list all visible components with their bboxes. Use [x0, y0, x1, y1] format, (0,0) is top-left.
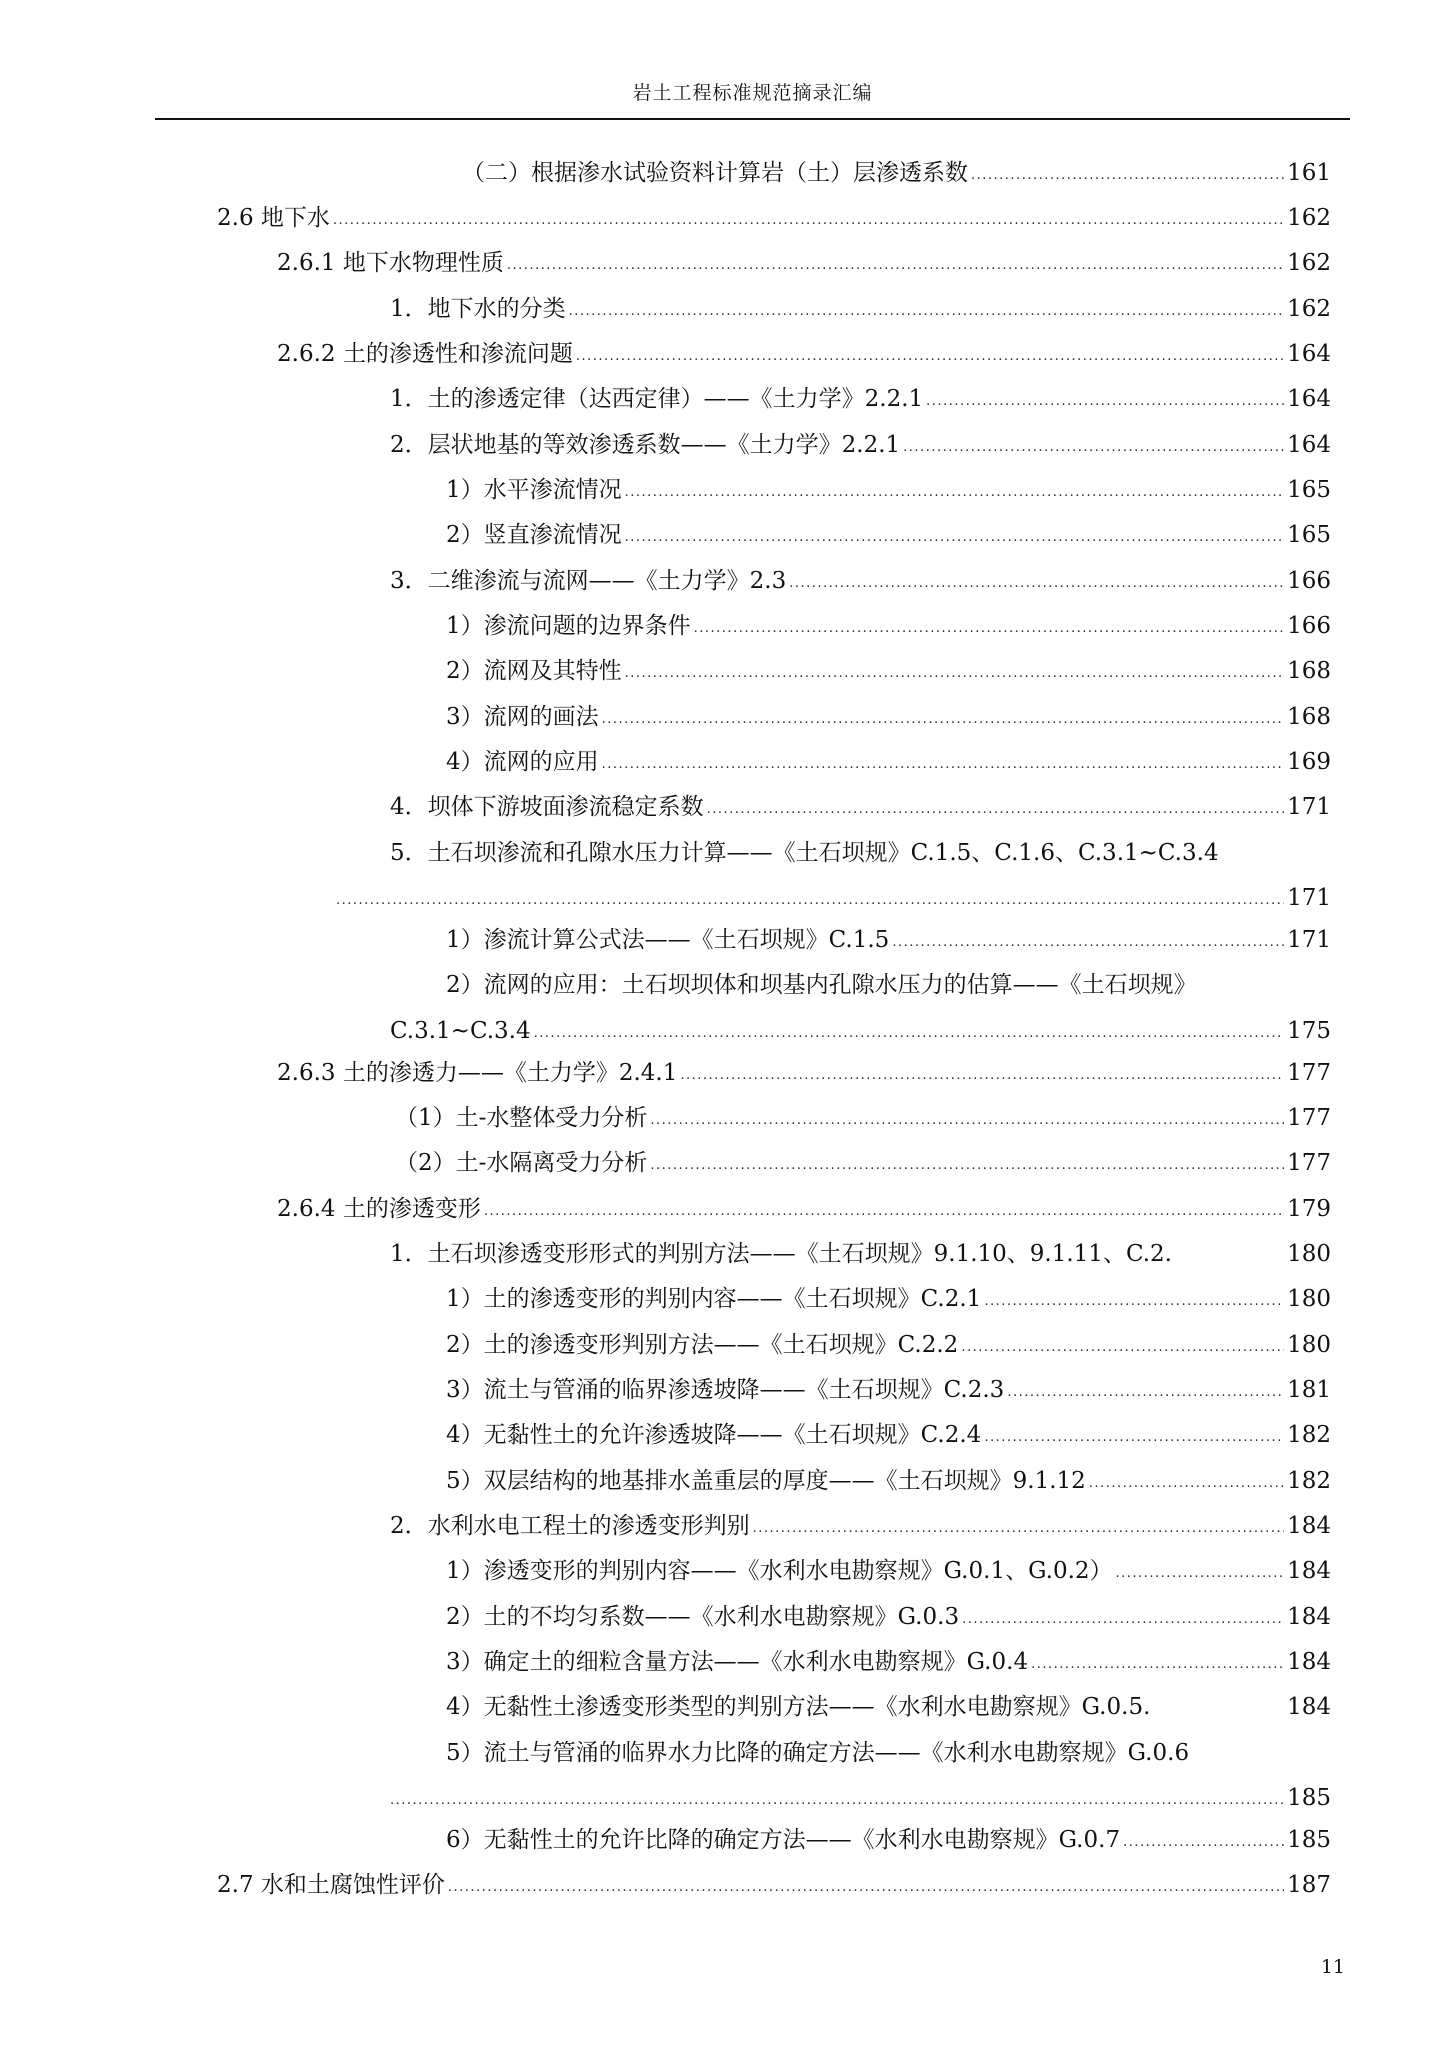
toc-entry-page: 187 — [1287, 1872, 1331, 1898]
leader-dots — [602, 750, 1284, 780]
leader-dots — [576, 342, 1284, 372]
toc-entry[interactable] — [446, 475, 1331, 509]
toc-entry-page: 184 — [1287, 1558, 1331, 1584]
leader-dots — [625, 659, 1284, 689]
toc-entry-title: 1）渗透变形的判别内容——《水利水电勘察规》G.0.1、G.0.2） — [446, 1558, 1113, 1584]
leader-dots — [984, 1423, 1284, 1453]
toc-entry-title: 2）土的渗透变形判别方法——《土石坝规》C.2.2 — [446, 1332, 959, 1358]
leader-dots — [625, 478, 1284, 508]
toc-entry[interactable] — [390, 1016, 1331, 1050]
toc-entry-title: 2.6 地下水 — [217, 205, 330, 231]
toc-entry[interactable] — [336, 883, 1331, 917]
toc-entry-page: 180 — [1287, 1241, 1331, 1267]
toc-entry[interactable] — [217, 1870, 1331, 1904]
toc-entry-title: 1）渗流计算公式法——《土石坝规》C.1.5 — [446, 927, 890, 953]
leader-dots — [1123, 1828, 1284, 1858]
toc-entry[interactable] — [277, 1058, 1331, 1092]
toc-entry[interactable] — [462, 158, 1331, 192]
toc-entry-title: 2）土的不均匀系数——《水利水电勘察规》G.0.3 — [446, 1604, 960, 1630]
toc-entry-page: 184 — [1287, 1649, 1331, 1675]
toc-entry[interactable] — [446, 925, 1331, 959]
leader-dots — [1007, 1378, 1284, 1408]
toc-entry[interactable] — [446, 611, 1331, 645]
toc-entry[interactable] — [277, 339, 1331, 373]
leader-dots — [984, 1287, 1284, 1317]
toc-entry[interactable] — [390, 792, 1331, 826]
toc-entry-page: 164 — [1287, 432, 1331, 458]
toc-entry[interactable] — [446, 1466, 1331, 1500]
toc-entry-title: 2）流网及其特性 — [446, 658, 622, 684]
toc-entry-page: 175 — [1287, 1018, 1331, 1044]
leader-dots — [534, 1019, 1284, 1049]
toc-entry-page: 185 — [1287, 1827, 1331, 1853]
toc-entry-title: （2）土-水隔离受力分析 — [395, 1150, 648, 1176]
toc-entry-title: 2．层状地基的等效渗透系数——《土力学》2.2.1 — [390, 432, 901, 458]
toc-entry[interactable] — [446, 1602, 1331, 1636]
toc-entry[interactable] — [390, 384, 1331, 418]
toc-entry-title: 3．二维渗流与流网——《土力学》2.3 — [390, 568, 787, 594]
toc-entry-page: 177 — [1287, 1060, 1331, 1086]
toc-entry[interactable] — [446, 656, 1331, 690]
toc-entry-title: 1）渗流问题的边界条件 — [446, 613, 691, 639]
leader-dots — [1031, 1650, 1284, 1680]
toc-entry[interactable] — [277, 1194, 1331, 1228]
toc-entry-title: 6）无黏性土的允许比降的确定方法——《水利水电勘察规》G.0.7 — [446, 1827, 1121, 1853]
toc-entry[interactable] — [390, 1783, 1331, 1817]
toc-entry-page: 165 — [1287, 477, 1331, 503]
toc-entry[interactable] — [277, 248, 1331, 282]
toc-entry-title: 4）流网的应用 — [446, 749, 599, 775]
toc-entry[interactable] — [446, 747, 1331, 781]
toc-entry-title[interactable]: 5．土石坝渗流和孔隙水压力计算——《土石坝规》C.1.5、C.1.6、C.3.1~C.3.4 — [390, 840, 1219, 866]
leader-dots — [926, 387, 1284, 417]
toc-entry-page: 166 — [1287, 568, 1331, 594]
toc-entry-page: 184 — [1287, 1694, 1331, 1720]
toc-entry-title[interactable]: 2）流网的应用：土石坝坝体和坝基内孔隙水压力的估算——《土石坝规》 — [446, 972, 1197, 998]
toc-entry-title: 2.7 水和土腐蚀性评价 — [217, 1872, 445, 1898]
leader-dots — [484, 1197, 1284, 1227]
toc-entry-page: 164 — [1287, 386, 1331, 412]
toc-entry-title: 2.6.4 土的渗透变形 — [277, 1196, 481, 1222]
toc-entry-page: 177 — [1287, 1150, 1331, 1176]
toc-entry-title: 2）竖直渗流情况 — [446, 522, 622, 548]
leader-dots — [753, 1514, 1284, 1544]
toc-entry-title-cont: C.3.1~C.3.4 — [390, 1018, 531, 1044]
toc-entry-page: 185 — [1287, 1785, 1331, 1811]
toc-entry-page: 171 — [1287, 927, 1331, 953]
toc-entry[interactable] — [446, 1330, 1331, 1364]
leader-dots — [333, 206, 1284, 236]
leader-dots — [336, 886, 1284, 916]
leader-dots — [903, 433, 1284, 463]
toc-entry-title: 4）无黏性土的允许渗透坡降——《土石坝规》C.2.4 — [446, 1422, 982, 1448]
toc-entry-title: 2.6.3 土的渗透力——《土力学》2.4.1 — [277, 1060, 678, 1086]
toc-entry-page: 168 — [1287, 704, 1331, 730]
toc-entry-title: 1．土的渗透定律（达西定律）——《土力学》2.2.1 — [390, 386, 924, 412]
toc-entry[interactable] — [446, 1420, 1331, 1454]
toc-entry-page: 177 — [1287, 1105, 1331, 1131]
toc-entry-page: 162 — [1287, 205, 1331, 231]
toc-entry-page: 161 — [1287, 160, 1331, 186]
leader-dots — [1116, 1559, 1285, 1589]
toc-entry-page: 184 — [1287, 1513, 1331, 1539]
leader-dots — [602, 705, 1284, 735]
toc-entry[interactable] — [446, 1647, 1331, 1681]
toc-entry-title: 4）无黏性土渗透变形类型的判别方法——《水利水电勘察规》G.0.5. — [446, 1694, 1151, 1720]
toc-entry-page: 180 — [1287, 1286, 1331, 1312]
toc-entry-title: 1）水平渗流情况 — [446, 477, 622, 503]
toc-entry-title: （1）土-水整体受力分析 — [395, 1105, 648, 1131]
toc-entry[interactable] — [395, 1103, 1331, 1137]
toc-entry[interactable] — [395, 1148, 1331, 1182]
toc-entry[interactable] — [217, 203, 1331, 237]
leader-dots — [892, 928, 1284, 958]
toc-entry[interactable] — [390, 1511, 1331, 1545]
toc-entry-title: 3）流网的画法 — [446, 704, 599, 730]
toc-entry-title: 4．坝体下游坡面渗流稳定系数 — [390, 794, 704, 820]
toc-entry[interactable] — [446, 1556, 1331, 1590]
leader-dots — [707, 795, 1284, 825]
toc-entry-title: （二）根据渗水试验资料计算岩（土）层渗透系数 — [462, 160, 968, 186]
toc-entry[interactable] — [390, 430, 1331, 464]
toc-entry-page: 165 — [1287, 522, 1331, 548]
header-title: 岩土工程标准规范摘录汇编 — [632, 82, 873, 104]
leader-dots — [789, 569, 1284, 599]
toc-entry-title: 3）确定土的细粒含量方法——《水利水电勘察规》G.0.4 — [446, 1649, 1029, 1675]
toc-entry-page: 168 — [1287, 658, 1331, 684]
toc-entry-title: 2．水利水电工程土的渗透变形判别 — [390, 1513, 750, 1539]
toc-entry-title: 1）土的渗透变形的判别内容——《土石坝规》C.2.1 — [446, 1286, 982, 1312]
running-header — [155, 78, 1350, 120]
toc-entry[interactable] — [446, 1284, 1331, 1318]
toc-entry-title: 1．土石坝渗透变形形式的判别方法——《土石坝规》9.1.10、9.1.11、C.2. — [390, 1241, 1172, 1267]
leader-dots — [680, 1061, 1284, 1091]
toc-entry-page: 166 — [1287, 613, 1331, 639]
toc-entry[interactable] — [390, 294, 1331, 328]
toc-entry-title: 2.6.2 土的渗透性和渗流问题 — [277, 341, 573, 367]
toc-entry-page: 179 — [1287, 1196, 1331, 1222]
toc-entry[interactable] — [446, 520, 1331, 554]
toc-entry-page: 162 — [1287, 296, 1331, 322]
toc-entry-title: 2.6.1 地下水物理性质 — [277, 250, 504, 276]
leader-dots — [962, 1605, 1284, 1635]
leader-dots — [694, 614, 1284, 644]
leader-dots — [971, 161, 1284, 191]
leader-dots — [650, 1106, 1284, 1136]
leader-dots — [625, 523, 1284, 553]
toc-entry-page: 182 — [1287, 1422, 1331, 1448]
leader-dots — [961, 1333, 1284, 1363]
toc-entry-page: 184 — [1287, 1604, 1331, 1630]
toc-entry-page: 169 — [1287, 749, 1331, 775]
leader-dots — [390, 1786, 1284, 1816]
leader-dots — [448, 1873, 1284, 1903]
toc-entry[interactable] — [446, 702, 1331, 736]
toc-entry-page: 162 — [1287, 250, 1331, 276]
toc-entry-page: 181 — [1287, 1377, 1331, 1403]
toc-entry-page: 171 — [1287, 794, 1331, 820]
leader-dots — [1089, 1469, 1284, 1499]
toc-entry-page: 180 — [1287, 1332, 1331, 1358]
leader-dots — [569, 297, 1284, 327]
toc-entry-title: 1．地下水的分类 — [390, 296, 566, 322]
toc-entry-title: 3）流土与管涌的临界渗透坡降——《土石坝规》C.2.3 — [446, 1377, 1005, 1403]
toc-entry-page: 164 — [1287, 341, 1331, 367]
toc-entry-title[interactable]: 5）流土与管涌的临界水力比降的确定方法——《水利水电勘察规》G.0.6 — [446, 1740, 1190, 1766]
toc-entry-title: 5）双层结构的地基排水盖重层的厚度——《土石坝规》9.1.12 — [446, 1468, 1086, 1494]
toc-entry[interactable] — [390, 566, 1331, 600]
toc-entry-page: 182 — [1287, 1468, 1331, 1494]
toc-entry-page: 171 — [1287, 885, 1331, 911]
leader-dots — [507, 251, 1284, 281]
leader-dots — [650, 1151, 1284, 1181]
toc-entry[interactable] — [390, 1239, 1331, 1269]
toc-entry[interactable] — [446, 1375, 1331, 1409]
toc-entry[interactable] — [446, 1825, 1331, 1859]
page-number: 11 — [1320, 1956, 1345, 1978]
toc-entry[interactable] — [446, 1692, 1331, 1722]
